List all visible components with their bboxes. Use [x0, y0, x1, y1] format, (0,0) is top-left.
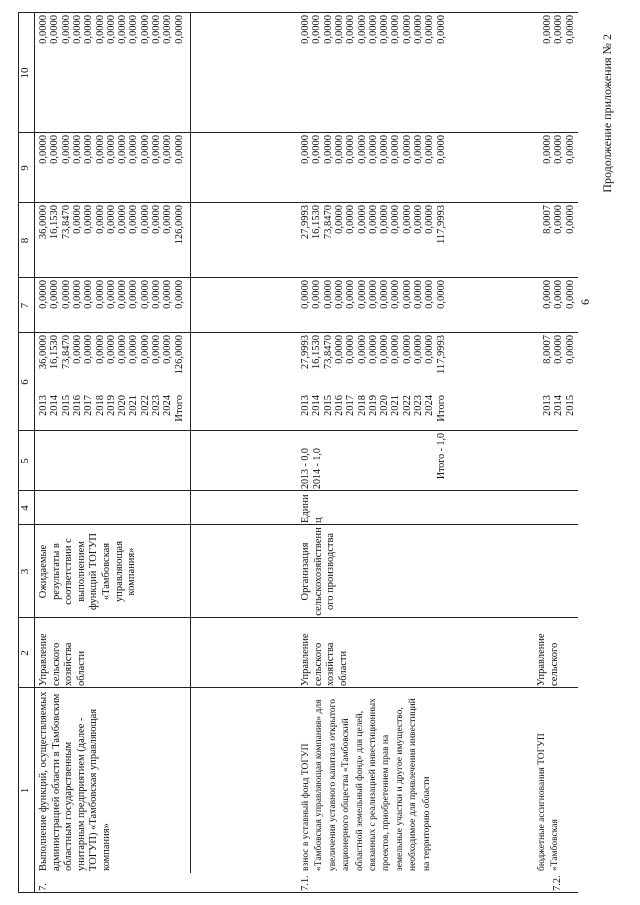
- value-cell: 0,0000: [128, 335, 140, 364]
- year-cell: Итого: [173, 395, 185, 422]
- value-cell: 0,0000: [300, 135, 311, 164]
- year-cell: 2024: [424, 395, 436, 416]
- year-cell: 2014: [49, 395, 61, 416]
- grid-line: [190, 13, 191, 873]
- value-cell: 0,0000: [162, 135, 174, 164]
- year-cell: 2018: [94, 395, 106, 416]
- column-header: 1: [19, 787, 31, 794]
- row-executor: Управление сельского: [536, 633, 560, 686]
- year-cell: 2013: [38, 395, 49, 416]
- year-cell: 2023: [413, 395, 424, 416]
- value-cell: 0,0000: [413, 135, 424, 164]
- value-cell: 0,0000: [424, 280, 436, 309]
- value-cell: 0,0000: [390, 135, 402, 164]
- value-cell: 0,0000: [139, 135, 151, 164]
- value-cell: 0,0000: [105, 135, 117, 164]
- value-cell: 0,0000: [173, 280, 185, 309]
- value-cell: 0,0000: [401, 135, 413, 164]
- value-cell: 0,0000: [553, 280, 565, 309]
- value-cell: 0,0000: [322, 135, 334, 164]
- year-cell: 2015: [322, 395, 334, 416]
- value-cell: 0,0000: [367, 135, 379, 164]
- value-cell: 36,0000: [38, 335, 49, 370]
- row-number: 7.2.: [552, 875, 563, 891]
- value-cell: 0,0000: [173, 15, 185, 44]
- row-result: Ожидаемые результаты в соответствии с выполнением функций ТОГУП «Тамбовская управляющая компания»: [38, 533, 138, 610]
- grid-line: [18, 277, 578, 278]
- value-cell: 0,0000: [128, 135, 140, 164]
- value-cell: 73,8470: [322, 205, 334, 240]
- value-cell: 0,0000: [379, 335, 391, 364]
- grid-line: [18, 332, 578, 333]
- value-cell: 16,1530: [311, 335, 323, 370]
- column-header: 7: [19, 302, 31, 309]
- year-cell: Итого: [435, 395, 447, 422]
- value-cell: 0,0000: [367, 280, 379, 309]
- value-cell: 0,0000: [71, 280, 83, 309]
- row-executor: Управление сельского хозяйства области: [300, 633, 349, 686]
- page-number: 6: [578, 299, 592, 305]
- value-cell: 126,0000: [173, 205, 185, 245]
- value-cell: 0,0000: [564, 280, 576, 309]
- value-cell: 0,0000: [117, 205, 129, 234]
- column-header: 8: [19, 237, 31, 244]
- value-cell: 0,0000: [83, 335, 95, 364]
- value-cell: 0,0000: [105, 280, 117, 309]
- column-header: 5: [19, 458, 31, 464]
- value-cell: 0,0000: [128, 15, 140, 44]
- grid-line: [18, 617, 578, 618]
- column-header: 10: [19, 67, 31, 79]
- value-cell: 0,0000: [83, 135, 95, 164]
- column-header: 2: [19, 650, 31, 656]
- value-cell: 0,0000: [151, 135, 162, 164]
- value-cell: 36,0000: [38, 205, 49, 240]
- year-cell: 2021: [390, 395, 402, 416]
- year-cell: 2024: [162, 395, 174, 416]
- year-cell: 2019: [105, 395, 117, 416]
- column-header: 4: [19, 505, 31, 511]
- value-cell: 0,0000: [356, 135, 368, 164]
- grid-line: [18, 12, 578, 13]
- value-cell: 0,0000: [413, 15, 424, 44]
- value-cell: 0,0000: [413, 335, 424, 364]
- value-cell: 0,0000: [60, 280, 72, 309]
- value-cell: 0,0000: [311, 280, 323, 309]
- indicator-value: 2014 - 1,0: [312, 448, 323, 489]
- value-cell: 0,0000: [435, 280, 447, 309]
- value-cell: 0,0000: [322, 15, 334, 44]
- value-cell: 0,0000: [117, 135, 129, 164]
- value-cell: 0,0000: [300, 15, 311, 44]
- column-header: 9: [19, 165, 31, 171]
- value-cell: 0,0000: [401, 15, 413, 44]
- value-cell: 0,0000: [151, 205, 162, 234]
- value-cell: 0,0000: [151, 15, 162, 44]
- year-cell: 2015: [60, 395, 72, 416]
- value-cell: 0,0000: [553, 135, 565, 164]
- value-cell: 0,0000: [38, 280, 49, 309]
- value-cell: 0,0000: [564, 15, 576, 44]
- value-cell: 0,0000: [424, 335, 436, 364]
- value-cell: 0,0000: [71, 135, 83, 164]
- value-cell: 0,0000: [139, 335, 151, 364]
- value-cell: 0,0000: [94, 135, 106, 164]
- value-cell: 0,0000: [333, 280, 345, 309]
- value-cell: 0,0000: [49, 280, 61, 309]
- value-cell: 0,0000: [117, 280, 129, 309]
- value-cell: 0,0000: [379, 280, 391, 309]
- value-cell: 0,0000: [60, 15, 72, 44]
- year-cell: 2019: [367, 395, 379, 416]
- value-cell: 0,0000: [345, 280, 357, 309]
- value-cell: 0,0000: [162, 335, 174, 364]
- year-cell: 2014: [311, 395, 323, 416]
- value-cell: 0,0000: [356, 15, 368, 44]
- column-header: 6: [19, 379, 31, 385]
- value-cell: 0,0000: [390, 280, 402, 309]
- year-cell: 2013: [542, 395, 553, 416]
- row-number: 7.: [38, 883, 49, 891]
- value-cell: 0,0000: [345, 135, 357, 164]
- value-cell: 0,0000: [424, 205, 436, 234]
- value-cell: 0,0000: [300, 280, 311, 309]
- value-cell: 0,0000: [553, 335, 565, 364]
- value-cell: 117,9993: [435, 335, 447, 374]
- value-cell: 0,0000: [94, 15, 106, 44]
- grid-line: [18, 490, 578, 491]
- value-cell: 0,0000: [128, 280, 140, 309]
- row-number: 7.1.: [300, 875, 311, 891]
- value-cell: 0,0000: [117, 335, 129, 364]
- value-cell: 0,0000: [71, 15, 83, 44]
- value-cell: 0,0000: [542, 280, 553, 309]
- value-cell: 0,0000: [542, 135, 553, 164]
- value-cell: 73,8470: [322, 335, 334, 370]
- value-cell: 0,0000: [390, 205, 402, 234]
- value-cell: 27,9993: [300, 205, 311, 240]
- value-cell: 0,0000: [542, 15, 553, 44]
- value-cell: 0,0000: [71, 335, 83, 364]
- value-cell: 0,0000: [105, 335, 117, 364]
- value-cell: 0,0000: [49, 15, 61, 44]
- value-cell: 73,8470: [60, 205, 72, 240]
- year-cell: 2022: [401, 395, 413, 416]
- grid-line: [34, 13, 35, 893]
- value-cell: 0,0000: [564, 205, 576, 234]
- value-cell: 0,0000: [151, 280, 162, 309]
- grid-line: [18, 687, 578, 688]
- value-cell: 0,0000: [390, 15, 402, 44]
- year-cell: 2013: [300, 395, 311, 416]
- value-cell: 0,0000: [356, 335, 368, 364]
- value-cell: 0,0000: [173, 135, 185, 164]
- value-cell: 0,0000: [151, 335, 162, 364]
- value-cell: 0,0000: [83, 205, 95, 234]
- table-grid: [8, 13, 578, 893]
- value-cell: 0,0000: [139, 205, 151, 234]
- grid-line: [18, 524, 578, 525]
- value-cell: 0,0000: [564, 335, 576, 364]
- year-cell: 2016: [333, 395, 345, 416]
- grid-line: [18, 430, 578, 431]
- grid-line: [18, 202, 578, 203]
- grid-line: [18, 132, 578, 133]
- indicator-value: 2013 - 0,0: [300, 448, 311, 489]
- value-cell: 0,0000: [128, 205, 140, 234]
- value-cell: 0,0000: [367, 205, 379, 234]
- value-cell: 0,0000: [435, 135, 447, 164]
- value-cell: 0,0000: [401, 205, 413, 234]
- value-cell: 0,0000: [379, 15, 391, 44]
- value-cell: 0,0000: [553, 205, 565, 234]
- value-cell: 0,0000: [356, 280, 368, 309]
- value-cell: 0,0000: [413, 280, 424, 309]
- year-cell: 2022: [139, 395, 151, 416]
- value-cell: 27,9993: [300, 335, 311, 370]
- row-result: Организация сельскохозяйственного производства: [300, 527, 337, 616]
- year-cell: 2023: [151, 395, 162, 416]
- value-cell: 0,0000: [117, 15, 129, 44]
- value-cell: 117,9993: [435, 205, 447, 244]
- value-cell: 16,1530: [49, 335, 61, 370]
- value-cell: 73,8470: [60, 335, 72, 370]
- year-cell: 2017: [83, 395, 95, 416]
- value-cell: 0,0000: [83, 280, 95, 309]
- value-cell: 0,0000: [139, 15, 151, 44]
- value-cell: 0,0000: [367, 335, 379, 364]
- value-cell: 0,0000: [413, 205, 424, 234]
- year-cell: 2017: [345, 395, 357, 416]
- grid-line: [18, 13, 19, 893]
- value-cell: 8,0007: [542, 205, 553, 234]
- value-cell: 0,0000: [94, 335, 106, 364]
- value-cell: 0,0000: [139, 280, 151, 309]
- value-cell: 0,0000: [333, 15, 345, 44]
- row-name: взнос в уставный фонд ТОГУП «Тамбовская управляющая компания» для увеличения уставного капитала открытого акционерного общества «Тамбовский областной земельный фонд» для целей, связанных с реализацией инвестиционных проектов, приобретением прав на земельные участки и другое имущество, необходимое для привлечения инвестиций на территорию области: [301, 698, 432, 871]
- value-cell: 0,0000: [333, 205, 345, 234]
- value-cell: 0,0000: [38, 135, 49, 164]
- value-cell: 0,0000: [345, 15, 357, 44]
- value-cell: 0,0000: [367, 15, 379, 44]
- value-cell: 0,0000: [435, 15, 447, 44]
- value-cell: 0,0000: [71, 205, 83, 234]
- row-executor: Управление сельского хозяйства области: [38, 633, 87, 686]
- value-cell: 0,0000: [401, 335, 413, 364]
- value-cell: 16,1530: [49, 205, 61, 240]
- value-cell: 0,0000: [401, 280, 413, 309]
- value-cell: 0,0000: [94, 205, 106, 234]
- row-unit: Единиц: [300, 494, 324, 523]
- value-cell: 0,0000: [424, 15, 436, 44]
- value-cell: 0,0000: [390, 335, 402, 364]
- value-cell: 0,0000: [162, 280, 174, 309]
- year-cell: 2016: [71, 395, 83, 416]
- value-cell: 0,0000: [60, 135, 72, 164]
- year-cell: 2018: [356, 395, 368, 416]
- indicator-total: Итого - 1,0: [435, 433, 447, 480]
- value-cell: 0,0000: [38, 15, 49, 44]
- value-cell: 0,0000: [162, 205, 174, 234]
- value-cell: 0,0000: [311, 135, 323, 164]
- column-header: 3: [19, 568, 31, 575]
- value-cell: 0,0000: [345, 205, 357, 234]
- value-cell: 0,0000: [356, 205, 368, 234]
- value-cell: 0,0000: [322, 280, 334, 309]
- value-cell: 0,0000: [83, 15, 95, 44]
- value-cell: 0,0000: [379, 135, 391, 164]
- value-cell: 0,0000: [162, 15, 174, 44]
- value-cell: 0,0000: [333, 335, 345, 364]
- value-cell: 16,1530: [311, 205, 323, 240]
- row-name: Выполнение функций, осуществляемых администрацией области в Тамбовским областным государственным унитарным предприятием (далее - ТОГУП) «Тамбовская управляющая компания»: [38, 691, 112, 871]
- value-cell: 0,0000: [333, 135, 345, 164]
- value-cell: 0,0000: [379, 205, 391, 234]
- year-cell: 2020: [117, 395, 129, 416]
- value-cell: 0,0000: [564, 135, 576, 164]
- row-name: бюджетные ассигнования ТОГУП «Тамбовская: [537, 733, 560, 871]
- value-cell: 126,0000: [173, 335, 185, 375]
- value-cell: 0,0000: [553, 15, 565, 44]
- grid-line: [18, 892, 578, 893]
- year-cell: 2014: [553, 395, 565, 416]
- year-cell: 2021: [128, 395, 140, 416]
- value-cell: 0,0000: [49, 135, 61, 164]
- value-cell: 0,0000: [105, 205, 117, 234]
- continuation-label: Продолжение приложения № 2: [600, 34, 614, 193]
- value-cell: 8,0007: [542, 335, 553, 364]
- value-cell: 0,0000: [424, 135, 436, 164]
- year-cell: 2020: [379, 395, 391, 416]
- value-cell: 0,0000: [311, 15, 323, 44]
- value-cell: 0,0000: [345, 335, 357, 364]
- value-cell: 0,0000: [94, 280, 106, 309]
- value-cell: 0,0000: [105, 15, 117, 44]
- year-cell: 2015: [564, 395, 576, 416]
